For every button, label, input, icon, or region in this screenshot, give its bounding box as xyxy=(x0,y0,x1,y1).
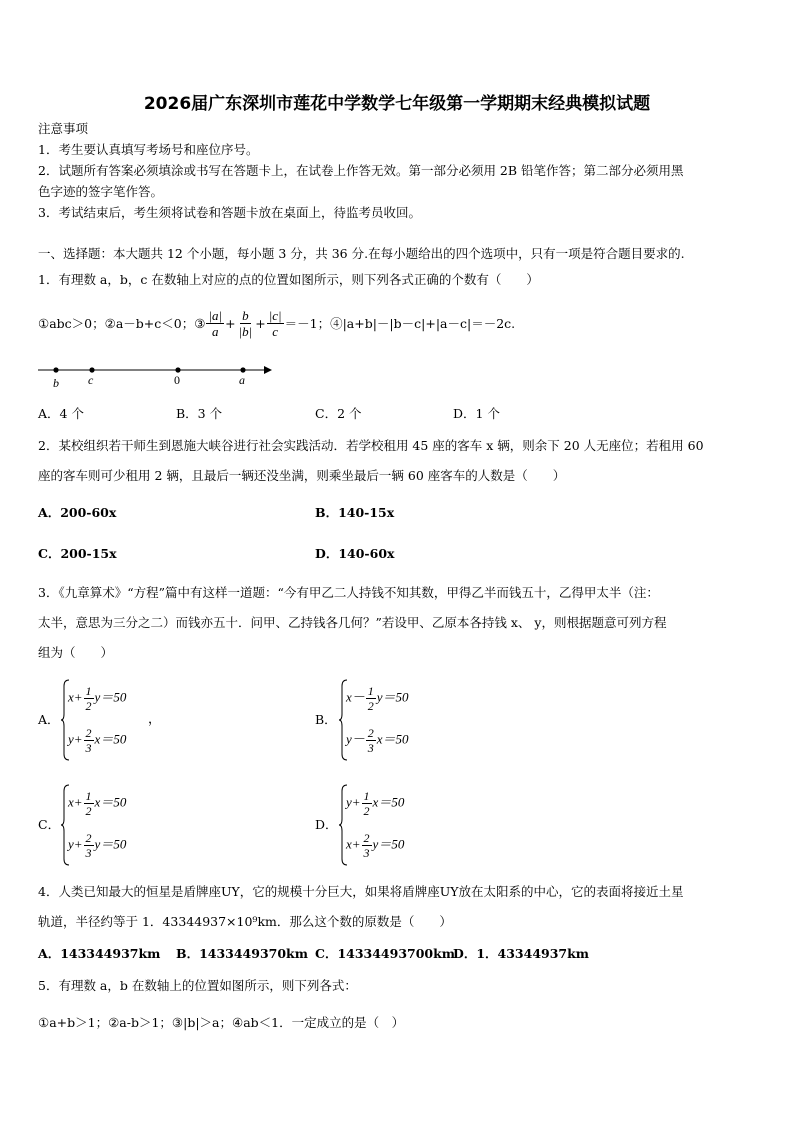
q2-option-d[interactable]: D．140-60x xyxy=(315,546,395,561)
point-c xyxy=(89,367,94,372)
question-5-stem: 5．有理数 a，b 在数轴上的位置如图所示，则下列各式： xyxy=(38,978,357,993)
q4-option-c[interactable]: C．14334493700km xyxy=(315,946,456,961)
equation: y－ $\frac{2}{3}$ x＝50 xyxy=(346,726,409,755)
question-4-line: 4．人类已知最大的恒星是盾牌座UY，它的规模十分巨大，如果将盾牌座UY放在太阳系的中心，它的表面将接近土星 xyxy=(38,884,684,899)
equation: x+ $\frac{1}{2}$ y＝50 xyxy=(68,684,127,713)
notice-heading: 注意事项 xyxy=(38,121,89,136)
question-2-line: 座的客车则可少租用 2 辆，且最后一辆还没坐满，则乘坐最后一辆 60 座客车的人数是（ ） xyxy=(38,468,566,483)
q4-option-d[interactable]: D．1．43344937km xyxy=(453,946,590,961)
fraction-b: $\frac{b}{|b|}$ xyxy=(238,308,253,339)
equation: y+ $\frac{2}{3}$ y＝50 xyxy=(68,831,127,860)
question-2-line: 2．某校组织若干师生到恩施大峡谷进行社会实践活动．若学校租用 45 座的客车 x 辆，则余下 20 人无座位；若租用 60 xyxy=(38,438,704,453)
q1-option-c[interactable]: C．2 个 xyxy=(315,406,362,421)
q3-option-a-label[interactable]: A． xyxy=(38,712,60,727)
page-title: 2026届广东深圳市莲花中学数学七年级第一学期期末经典模拟试题 xyxy=(143,94,651,114)
question-3-line: 组为（ ） xyxy=(38,645,114,660)
equation: x－ $\frac{1}{2}$ y＝50 xyxy=(346,684,409,713)
question-3-line: 太半，意思为三分之二）而钱亦五十．问甲、乙持钱各几何？”若设甲、乙原本各持钱 x、 y，则根据题意可列方程 xyxy=(38,615,667,630)
q1-option-d[interactable]: D．1 个 xyxy=(453,406,500,421)
notice-item: 1．考生要认真填写考场号和座位序号。 xyxy=(38,142,259,157)
equation: x+ $\frac{2}{3}$ y＝50 xyxy=(346,831,405,860)
point-a xyxy=(240,367,245,372)
question-3-line: 3．《九章算术》“方程”篇中有这样一道题：“今有甲乙二人持钱不知其数，甲得乙半而钱五十，乙得甲太半（注： xyxy=(38,585,659,600)
label-a: a xyxy=(239,373,245,387)
q3-option-c-system[interactable] xyxy=(60,783,170,867)
equation: x+ $\frac{1}{2}$ x＝50 xyxy=(68,789,127,818)
plus-sign: + xyxy=(255,315,266,331)
q4-option-a[interactable]: A．143344937km xyxy=(38,946,161,961)
arrow-icon xyxy=(264,366,272,374)
q3-option-c-label[interactable]: C． xyxy=(38,817,61,832)
statement-3-4: ＝－1；④|a+b|－|b－c|+|a－c|＝－2c. xyxy=(284,315,516,331)
statement-1-2: ①abc＞0；②a－b+c＜0；③ xyxy=(38,315,206,331)
q1-option-a[interactable]: A．4 个 xyxy=(38,406,84,421)
q1-option-b[interactable]: B．3 个 xyxy=(176,406,223,421)
q4-option-b[interactable]: B．1433449370km xyxy=(176,946,308,961)
equation: y+ $\frac{1}{2}$ x＝50 xyxy=(346,789,405,818)
plus-sign: + xyxy=(225,315,236,331)
q3-option-d-label[interactable]: D． xyxy=(315,817,338,832)
q2-option-b[interactable]: B．140-15x xyxy=(315,505,395,520)
equation: y+ $\frac{2}{3}$ x＝50 xyxy=(68,726,127,755)
point-zero xyxy=(175,367,180,372)
q3-option-d-system[interactable] xyxy=(338,783,448,867)
question-4-line: 轨道，半径约等于 1．43344937×10⁹km．那么这个数的原数是（ ） xyxy=(38,914,452,929)
notice-item: 3．考试结束后，考生须将试卷和答题卡放在桌面上，待监考员收回。 xyxy=(38,205,421,220)
fraction-abs-c: $\frac{|c|}{c}$ xyxy=(268,308,282,339)
label-b: b xyxy=(53,376,59,390)
q3-option-a-system[interactable] xyxy=(60,678,170,762)
number-line-figure xyxy=(36,358,276,390)
point-b xyxy=(53,367,58,372)
q2-option-c[interactable]: C．200-15x xyxy=(38,546,117,561)
comma: ， xyxy=(148,711,162,726)
q3-option-b-label[interactable]: B． xyxy=(315,712,337,727)
label-c: c xyxy=(88,373,94,387)
q2-option-a[interactable]: A．200-60x xyxy=(38,505,117,520)
notice-item: 2．试题所有答案必须填涂或书写在答题卡上，在试卷上作答无效。第一部分必须用 2B 铅笔作答；第二部分必须用黑 xyxy=(38,163,684,178)
fraction-abs-a: $\frac{|a|}{a}$ xyxy=(208,308,223,339)
question-1-statements xyxy=(38,308,515,339)
question-1-stem: 1．有理数 a，b，c 在数轴上对应的点的位置如图所示，则下列各式正确的个数有（ ） xyxy=(38,272,539,287)
notice-item: 色字迹的签字笔作答。 xyxy=(38,184,164,199)
question-5-statements: ①a+b＞1；②a-b＞1；③|b|＞a；④ab＜1．一定成立的是（ ） xyxy=(38,1015,405,1030)
q3-option-b-system[interactable] xyxy=(338,678,448,762)
label-zero: 0 xyxy=(174,373,180,387)
section-heading: 一、选择题：本大题共 12 个小题，每小题 3 分，共 36 分.在每小题给出的四个选项中，只有一项是符合题目要求的. xyxy=(38,246,685,261)
